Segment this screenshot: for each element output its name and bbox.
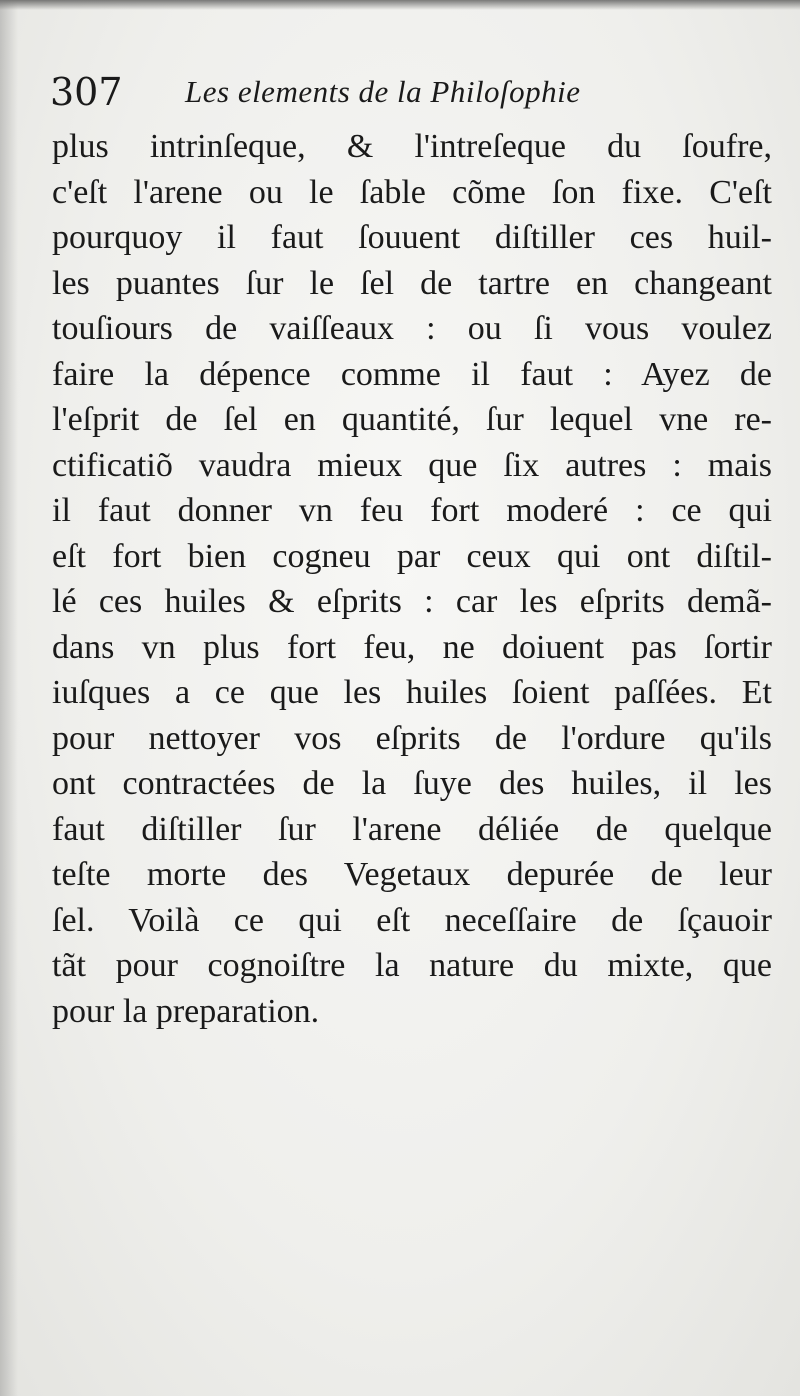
- text-line: faut diſtiller ſur l'arene déliée de quelque: [52, 810, 772, 848]
- page-number: 307: [50, 70, 123, 114]
- text-line: pourquoy il faut ſouuent diſtiller ces huil-: [52, 219, 772, 256]
- text-line: pour nettoyer vos eſprits de l'ordure qu'ils: [52, 719, 772, 757]
- text-line: eſt fort bien cogneu par ceux qui ont diſtil-: [52, 537, 772, 575]
- text-line-last: pour la preparation.: [52, 992, 320, 1030]
- text-line: touſiours de vaiſſeaux : ou ſi vous voulez: [52, 310, 772, 347]
- page-header: [50, 66, 750, 126]
- page-gutter-shadow: [0, 0, 18, 1396]
- text-line: ctificatiõ vaudra mieux que ſix autres : mais: [52, 446, 772, 484]
- text-line: ont contractées de la ſuye des huiles, il les: [52, 765, 772, 802]
- text-line: ſel. Voilà ce qui eſt neceſſaire de ſçauoir: [52, 901, 772, 939]
- text-line: tãt pour cognoiſtre la nature du mixte, que: [52, 947, 772, 984]
- text-line: il faut donner vn feu fort moderé : ce qui: [52, 492, 772, 529]
- text-line: lé ces huiles & eſprits : car les eſprits demã-: [52, 583, 772, 620]
- text-line: dans vn plus fort feu, ne doiuent pas ſortir: [52, 628, 772, 666]
- text-line: iuſques a ce que les huiles ſoient paſſées. Et: [52, 674, 772, 711]
- text-line: c'eſt l'arene ou le ſable cõme ſon fixe. C'eſt: [52, 173, 772, 211]
- body-text: [52, 124, 772, 1034]
- page-top-edge-shadow: [0, 0, 800, 10]
- text-line: plus intrinſeque, & l'intreſeque du ſoufre,: [52, 128, 772, 165]
- text-line: teſte morte des Vegetaux depurée de leur: [52, 856, 772, 893]
- text-line: les puantes ſur le ſel de tartre en changeant: [52, 264, 772, 302]
- text-line: l'eſprit de ſel en quantité, ſur lequel vne re-: [52, 401, 772, 438]
- running-title: Les elements de la Philoſophie: [185, 74, 581, 109]
- show-through-bleed: [40, 1010, 780, 1370]
- text-line: faire la dépence comme il faut : Ayez de: [52, 355, 772, 393]
